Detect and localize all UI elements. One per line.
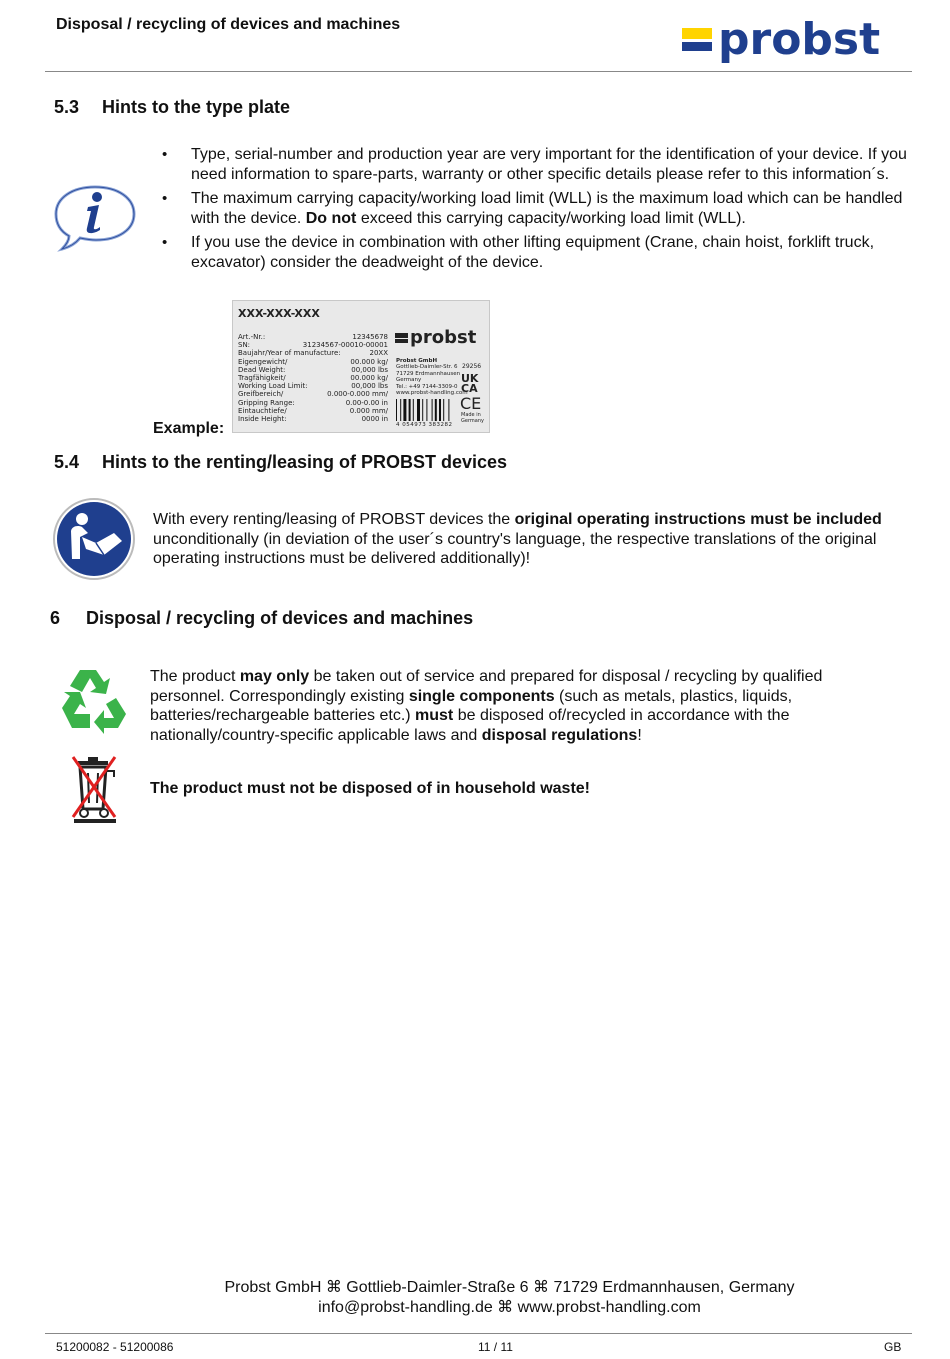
plate-company-line: www.probst-handling.com [396, 390, 468, 397]
plate-company-line: Probst GmbH [396, 358, 438, 364]
plate-row-value: 0000 in [361, 415, 388, 423]
plate-row-value: 00.000 kg/ [350, 374, 388, 382]
plate-logo [394, 328, 486, 348]
barcode-bar [409, 399, 411, 421]
barcode-bar [426, 399, 427, 421]
footer-rule [45, 1333, 912, 1334]
read-manual-icon [52, 497, 136, 586]
plate-row-value: 31234567-00010-00001 [302, 341, 388, 350]
page-header-title: Disposal / recycling of devices and machines [56, 16, 401, 33]
plate-row-value: 20XX [369, 349, 388, 358]
barcode-bar [422, 399, 423, 421]
section-5-4-heading: 5.4 Hints to the renting/leasing of PROBST devices [54, 452, 508, 472]
made-in-germany: Made in Germany [461, 412, 484, 424]
crossed-bin-icon [70, 753, 120, 828]
document-number: 51200082 - 51200086 [56, 1340, 174, 1354]
plate-row-value: 00,000 lbs [351, 382, 388, 391]
barcode-bar [396, 399, 397, 421]
renting-notice: With every renting/leasing of PROBST devices the original operating instructions must be included unconditionally (in deviation of the user´s country's language, the respective translations of the original operating instructions must be delivered additionally)! [153, 511, 882, 567]
plate-company-line: Germany [396, 377, 422, 384]
type-plate-hints [153, 145, 913, 277]
plate-row-label: Working Load Limit: [238, 382, 308, 391]
header-rule [45, 71, 912, 72]
barcode-number: 4 054973 383282 [396, 422, 453, 428]
plate-company [396, 358, 468, 396]
page-number: 11 / 11 [478, 1340, 513, 1354]
plate-row-value: 00,000 lbs [351, 365, 388, 374]
plate-company-line: Tel.: +49 7144-3309-0 [396, 383, 458, 390]
barcode-bar [448, 399, 449, 421]
ce-mark: CE [460, 394, 482, 413]
plate-company-line: 71729 Erdmannhausen [396, 370, 461, 377]
plate-row-label: Eintauchtiefe/ [238, 406, 287, 415]
probst-logo [680, 20, 906, 73]
barcode-bar [432, 399, 433, 421]
example-label: Example: [153, 420, 225, 437]
barcode-bar [417, 399, 420, 421]
plate-code: XXX-XXX-XXX [238, 307, 320, 320]
plate-row-value: 12345678 [352, 333, 388, 341]
bullet-deadweight: • If you use the device in combination with other lifting equipment (Crane, chain hoist, forklift truck, excavator) consider the deadweight of the device. [153, 233, 913, 272]
barcode-bar [403, 399, 406, 421]
footer-address: Probst GmbH ⌘ Gottlieb-Daimler-Straße 6 ⌘ 71729 Erdmannhausen, Germany [224, 1279, 795, 1296]
type-plate-image [232, 300, 490, 433]
household-waste-warning: The product must not be disposed of in household waste! [150, 780, 591, 797]
barcode [396, 399, 456, 421]
svg-text:probst: probst [718, 20, 881, 65]
plate-row-value: 00.000 kg/ [350, 357, 388, 366]
plate-row-label: Greifbereich/ [238, 390, 284, 399]
info-icon [52, 183, 138, 258]
plate-row-label: Eigengewicht/ [238, 357, 288, 366]
plate-row-label: Tragfähigkeit/ [238, 374, 286, 382]
barcode-bar [435, 399, 437, 421]
ukca-mark: UK CA [461, 372, 479, 395]
plate-row-value: 0.000-0.000 mm/ [327, 390, 388, 399]
plate-row-label: Baujahr/Year of manufacture: [238, 349, 341, 358]
bullet-wll: • The maximum carrying capacity/working load limit (WLL) is the maximum load which can be handled with the device. Do not exceed this carrying capacity/working load limit (WLL). [153, 189, 913, 228]
barcode-bar [400, 399, 401, 421]
section-6-heading: 6 Disposal / recycling of devices and machines [50, 608, 474, 628]
barcode-bar [413, 399, 414, 421]
disposal-instructions: The product may only be taken out of service and prepared for disposal / recycling by qualified personnel. Correspondingly existing single components (such as metals, plastics, liquids, batteries/rechargeable batteries etc.) must be disposed of/recycled in accordance with the nationally/country-specific applicable laws and disposal regulations! [150, 668, 823, 744]
bullet-identification: • Type, serial-number and production year are very important for the identification of your device. If you need information to spare-parts, warranty or other specific details please refer to this information´s. [153, 145, 913, 184]
plate-row-label: Art.-Nr.: [238, 333, 266, 341]
plate-company-line: Gottlieb-Daimler-Str. 6 [396, 364, 458, 371]
barcode-bar [439, 399, 441, 421]
footer-contact: info@probst-handling.de ⌘ www.probst-handling.com [318, 1299, 701, 1316]
plate-code2: 29256 [462, 363, 482, 370]
plate-row-label: Dead Weight: [238, 365, 286, 374]
plate-row-value: 0.00-0.00 in [345, 398, 388, 407]
recycling-icon [56, 664, 132, 743]
language-code: GB [884, 1340, 902, 1354]
plate-row-label: Inside Height: [238, 415, 287, 423]
svg-text:probst: probst [410, 328, 477, 348]
plate-row-value: 0.000 mm/ [349, 406, 388, 415]
barcode-bar [443, 399, 444, 421]
plate-row-label: Gripping Range: [238, 398, 295, 407]
section-5-3-heading: 5.3 Hints to the type plate [54, 97, 291, 117]
plate-row-label: SN: [238, 341, 251, 350]
